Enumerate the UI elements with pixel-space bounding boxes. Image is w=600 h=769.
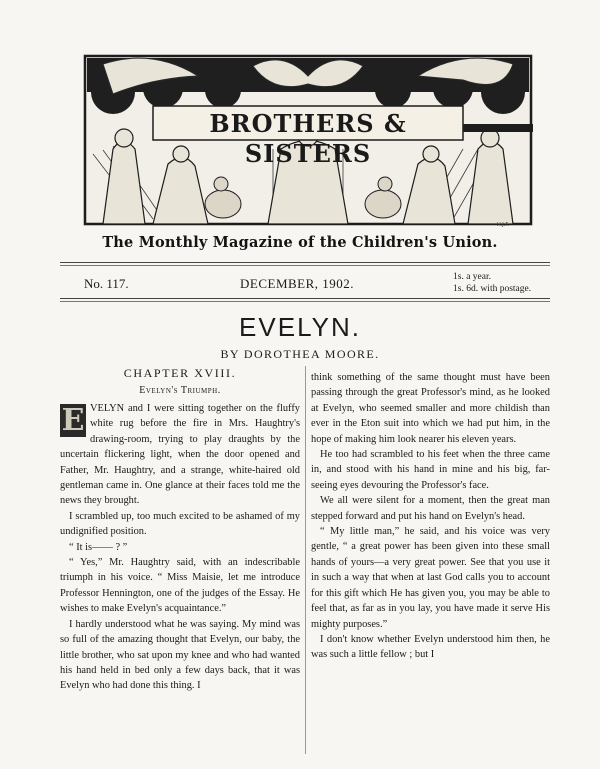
paragraph: We all were silent for a moment, then the great man stepped forward and put his hand on Evelyn's head. bbox=[311, 495, 550, 522]
price-info bbox=[453, 271, 531, 295]
dropcap-letter: E bbox=[61, 403, 85, 438]
paragraph: He too had scrambled to his feet when the three came in, and stood with his hand in mine and his big, far-seeing eyes devouring the Professor's face. bbox=[311, 449, 550, 491]
right-column bbox=[311, 370, 550, 758]
paragraph: VELYN and I were sitting together on the fluffy white rug before the fire in Mrs. Haughtry's drawing-room, trying to play draughts by the uncertain flickering light, when the door opened and Father, Mr. Haughtry, and a strange, white-haired old gentleman came in. One glance at their faces told me the news they brought. bbox=[60, 403, 300, 507]
issue-number: No. 117. bbox=[84, 276, 129, 291]
story-title: EVELYN. bbox=[239, 312, 361, 342]
price-year: 1s. a year. bbox=[453, 272, 491, 282]
paragraph: “ My little man,” he said, and his voice was very gentle, “ a great power has been given into these small hands of yours—a very great power. See that you use it in such a way that when at last God calls you to account for this gift which He has given you, you may be able to feel that, as far as in you lay, you have made it serve His mighty purposes.” bbox=[311, 526, 550, 630]
header-rule-top-thin bbox=[60, 265, 550, 266]
magazine-subtitle: The Monthly Magazine of the Children's Union. bbox=[102, 234, 498, 251]
paragraph: I hardly understood what he was saying. My mind was so full of the amazing thought that Evelyn, our baby, the little brother, who sat upon my knee and who had wanted his hand held in bed only a few days back, that it was Evelyn who had done this thing. I bbox=[60, 618, 300, 692]
price-postage: 1s. 6d. with postage. bbox=[453, 284, 532, 294]
paragraph: think something of the same thought must have been passing through the great Professor's mind, as he looked at Evelyn, who seemed smaller and more childish than ever in the Eton suit into which we had put him, in the hope of making him look nearer his eleven years. bbox=[311, 372, 550, 445]
paragraph: “ It is—— ? ” bbox=[69, 541, 128, 553]
left-column bbox=[60, 401, 300, 757]
paragraph: I scrambled up, too much excited to be ashamed of my undignified position. bbox=[60, 510, 300, 538]
story-author: BY DOROTHEA MOORE. bbox=[220, 347, 380, 361]
masthead-illustration bbox=[83, 54, 533, 226]
masthead-title: BROTHERS & SISTERS bbox=[209, 109, 407, 168]
header-rule-bottom bbox=[60, 298, 550, 299]
paragraph: I don't know whether Evelyn understood him then, he was such a little fellow ; but I bbox=[311, 633, 550, 661]
illustrator-credit: H.J.F. bbox=[497, 222, 509, 228]
issue-date: DECEMBER, 1902. bbox=[240, 276, 355, 291]
paragraph: “ Yes,” Mr. Haughtry said, with an indescribable triumph in his voice. “ Miss Maisie, let me introduce Professor Hennington, one of the judges of the Essay. He wishes to make Evelyn's acquaintance.” bbox=[60, 557, 300, 615]
chapter-title: Evelyn's Triumph. bbox=[139, 385, 221, 396]
header-rule-bottom-thin bbox=[60, 301, 550, 302]
header-rule-top bbox=[60, 262, 550, 263]
chapter-heading: CHAPTER XVIII. bbox=[123, 366, 237, 380]
column-divider bbox=[305, 366, 306, 754]
dropcap-initial bbox=[60, 404, 86, 437]
